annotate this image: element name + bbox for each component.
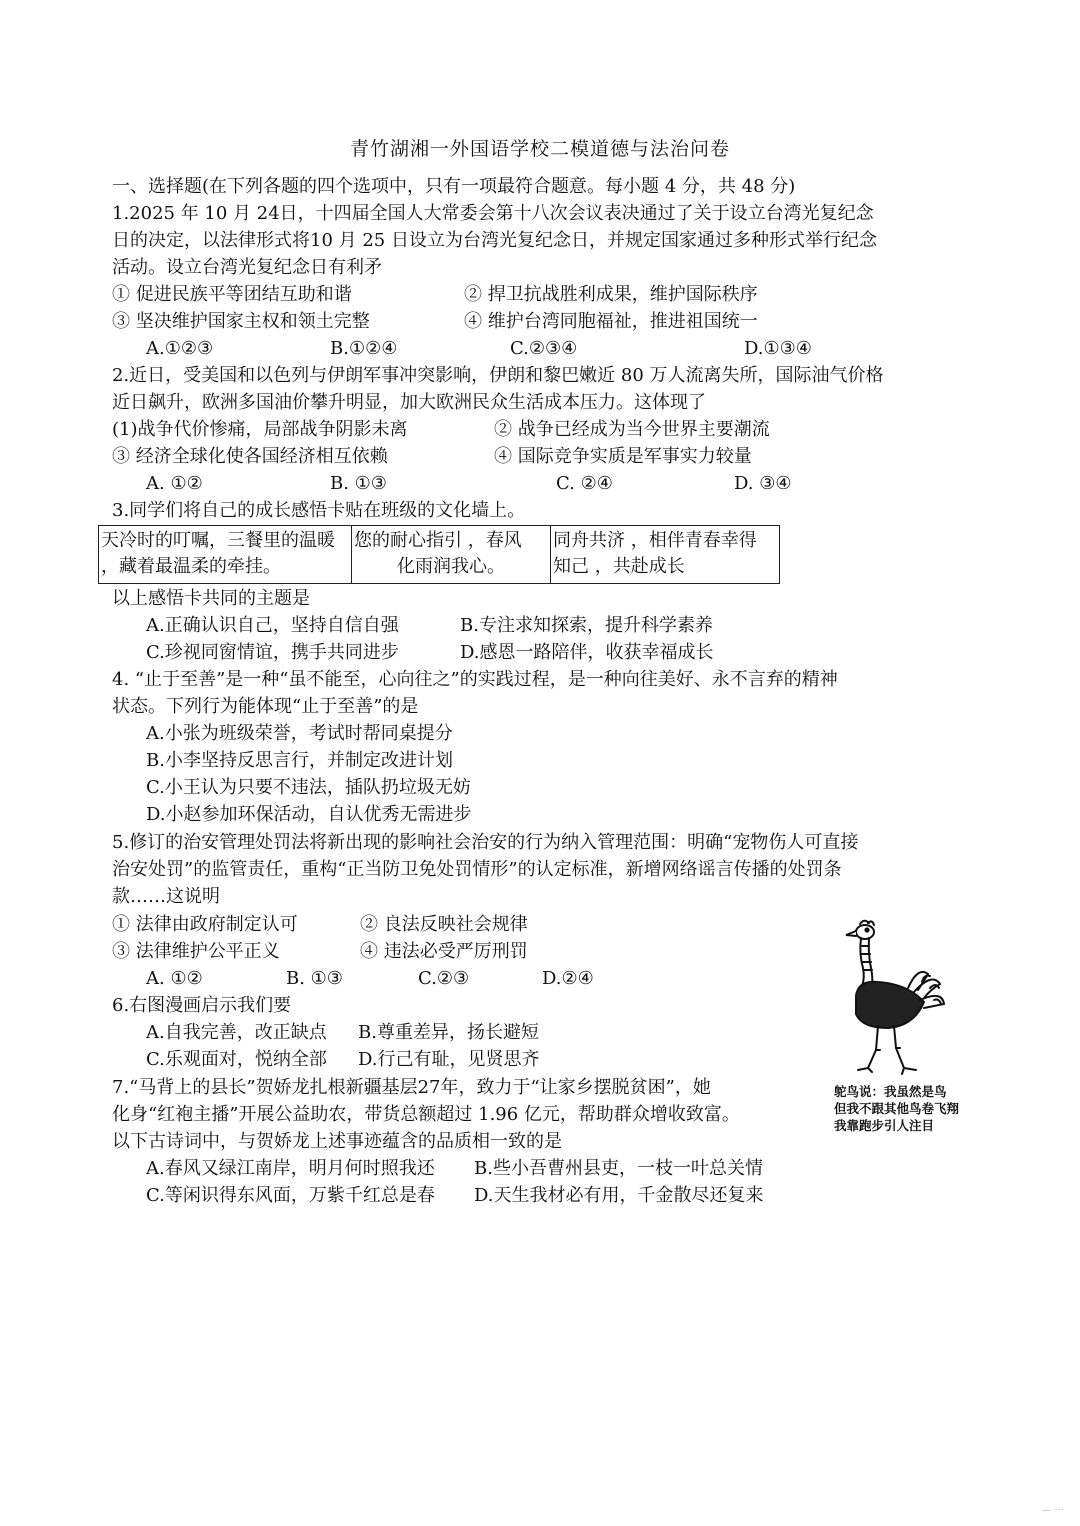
q2-stem-line: 2.近日，受美国和以色列与伊朗军事冲突影响，伊朗和黎巴嫩近 80 万人流离失所，国际油气价格 [112, 365, 884, 386]
q2-option-b: B. ①③ [330, 473, 387, 494]
q3-option-d: D.感恩一路陪伴，收获幸福成长 [460, 642, 714, 663]
q5-option-d: D.②④ [542, 968, 594, 989]
q1-option-b: B.①②④ [330, 338, 398, 359]
q5-option-c: C.②③ [418, 968, 470, 989]
card-line: 天冷时的叮嘱，三餐里的温暖 [101, 530, 335, 551]
q2-option-a: A. ①② [146, 473, 203, 494]
q6-option-d: D.行己有耻，见贤思齐 [358, 1049, 540, 1070]
paper-title: 青竹湖湘一外国语学校二模道德与法治问卷 [349, 138, 730, 160]
reflection-cards-table [98, 525, 780, 584]
q4-option-d: D.小赵参加环保活动，自认优秀无需进步 [146, 804, 472, 825]
ostrich-cartoon-image [838, 918, 948, 1078]
q5-statement: ① 法律由政府制定认可 [112, 914, 298, 935]
q4-option-c: C.小王认为只要不违法，插队扔垃圾无妨 [146, 777, 471, 798]
card-line: 同舟共济 ，相伴青春幸得 [553, 530, 757, 551]
reflection-card [352, 526, 551, 584]
q3-option-b: B.专注求知探索，提升科学素养 [460, 615, 713, 636]
q2-stem-line: 近日飙升，欧洲多国油价攀升明显，加大欧洲民众生活成本压力。这体现了 [112, 392, 706, 413]
cartoon-caption-line: 鸵鸟说：我虽然是鸟 [834, 1084, 947, 1099]
q1-statement: ③ 坚决维护国家主权和领土完整 [112, 311, 370, 332]
q7-option-a: A.春风又绿江南岸，明月何时照我还 [146, 1158, 435, 1179]
q3-option-c: C.珍视同窗情谊，携手共同进步 [146, 642, 399, 663]
section-heading: 一、选择题(在下列各题的四个选项中，只有一项最符合题意。每小题 4 分，共 48 分) [112, 176, 796, 197]
q6-option-b: B.尊重差异，扬长避短 [358, 1022, 539, 1043]
q7-option-d: D.天生我材必有用，千金散尽还复来 [474, 1185, 764, 1206]
cartoon-caption-line: 但我不跟其他鸟卷飞翔 [834, 1101, 960, 1116]
q1-option-a: A.①②③ [146, 338, 214, 359]
q1-statement: ② 捍卫抗战胜利成果，维护国际秩序 [464, 284, 758, 305]
q2-statement: (1)战争代价惨痛，局部战争阴影未离 [112, 419, 408, 440]
q1-option-c: C.②③④ [510, 338, 578, 359]
q5-statement: ② 良法反映社会规律 [360, 914, 528, 935]
reflection-card [551, 526, 780, 584]
q1-statement: ④ 维护台湾同胞福祉，推进祖国统一 [464, 311, 758, 332]
q1-stem-line: 1.2025 年 10 月 24日，十四届全国人大常委会第十八次会议表决通过了关于设立台湾光复纪念 [112, 203, 874, 224]
q2-option-c: C. ②④ [556, 473, 613, 494]
q2-option-d: D. ③④ [734, 473, 792, 494]
q4-stem-line: 状态。下列行为能体现“止于至善”的是 [112, 696, 419, 717]
q4-option-a: A.小张为班级荣誉，考试时帮同桌提分 [146, 723, 453, 744]
q5-statement: ④ 违法必受严厉刑罚 [360, 941, 528, 962]
q3-option-a: A.正确认识自己，坚持自信自强 [146, 615, 399, 636]
q4-option-b: B.小李坚持反思言行，并制定改进计划 [146, 750, 453, 771]
q7-option-b: B.些小吾曹州县吏，一枝一叶总关情 [474, 1158, 763, 1179]
q4-stem-line: 4. “止于至善”是一种“虽不能至，心向往之”的实践过程，是一种向往美好、永不言弃的精神 [112, 669, 838, 690]
q2-statement: ② 战争已经成为当今世界主要潮流 [494, 419, 770, 440]
q7-option-c: C.等闲识得东风面，万紫千红总是春 [146, 1185, 435, 1206]
q5-option-a: A. ①② [146, 968, 203, 989]
q7-stem-line: 7.“马背上的县长”贺娇龙扎根新疆基层27年，致力于“让家乡摆脱贫困”，她 [112, 1077, 711, 1098]
q3-question: 以上感悟卡共同的主题是 [112, 588, 310, 609]
card-line: 知己 ，共赴成长 [553, 556, 685, 577]
q1-option-d: D.①③④ [744, 338, 812, 359]
q5-stem-line: 治安处罚”的监管责任，重构“正当防卫免处罚情形”的认定标准，新增网络谣言传播的处罚条 [112, 859, 842, 880]
cartoon-caption-line: 我靠跑步引人注目 [834, 1118, 935, 1133]
q5-statement: ③ 法律维护公平正义 [112, 941, 280, 962]
q1-stem-line: 日的决定，以法律形式将10 月 25 日设立为台湾光复纪念日，并规定国家通过多种形式举行纪念 [112, 230, 877, 251]
q6-option-c: C.乐观面对，悦纳全部 [146, 1049, 327, 1070]
q7-stem-line: 以下古诗词中，与贺娇龙上述事迹蕴含的品质相一致的是 [112, 1131, 562, 1152]
card-line: 您的耐心指引 ，春风 [354, 530, 522, 551]
q5-option-b: B. ①③ [286, 968, 343, 989]
q7-stem-line: 化身“红袍主播”开展公益助农，带货总额超过 1.96 亿元，帮助群众增收致富。 [112, 1104, 740, 1125]
q2-statement: ③ 经济全球化使各国经济相互依赖 [112, 446, 388, 467]
card-line: 化雨润我心。 [397, 556, 505, 577]
q1-stem-line: 活动。设立台湾光复纪念日有利矛 [112, 257, 382, 278]
reflection-card [99, 526, 352, 584]
q5-stem-line: 5.修订的治安管理处罚法将新出现的影响社会治安的行为纳入管理范围：明确“宠物伤人可直接 [112, 832, 859, 853]
q3-stem: 3.同学们将自己的成长感悟卡贴在班级的文化墙上。 [112, 500, 526, 521]
footer-mark: — ··· [1041, 1505, 1064, 1516]
card-line: ，藏着最温柔的牵挂。 [101, 556, 281, 577]
q6-option-a: A.自我完善，改正缺点 [146, 1022, 327, 1043]
q1-statement: ① 促进民族平等团结互助和谐 [112, 284, 352, 305]
q6-stem: 6.右图漫画启示我们要 [112, 995, 292, 1016]
q5-stem-line: 款……这说明 [112, 886, 220, 907]
q2-statement: ④ 国际竞争实质是军事实力较量 [494, 446, 752, 467]
